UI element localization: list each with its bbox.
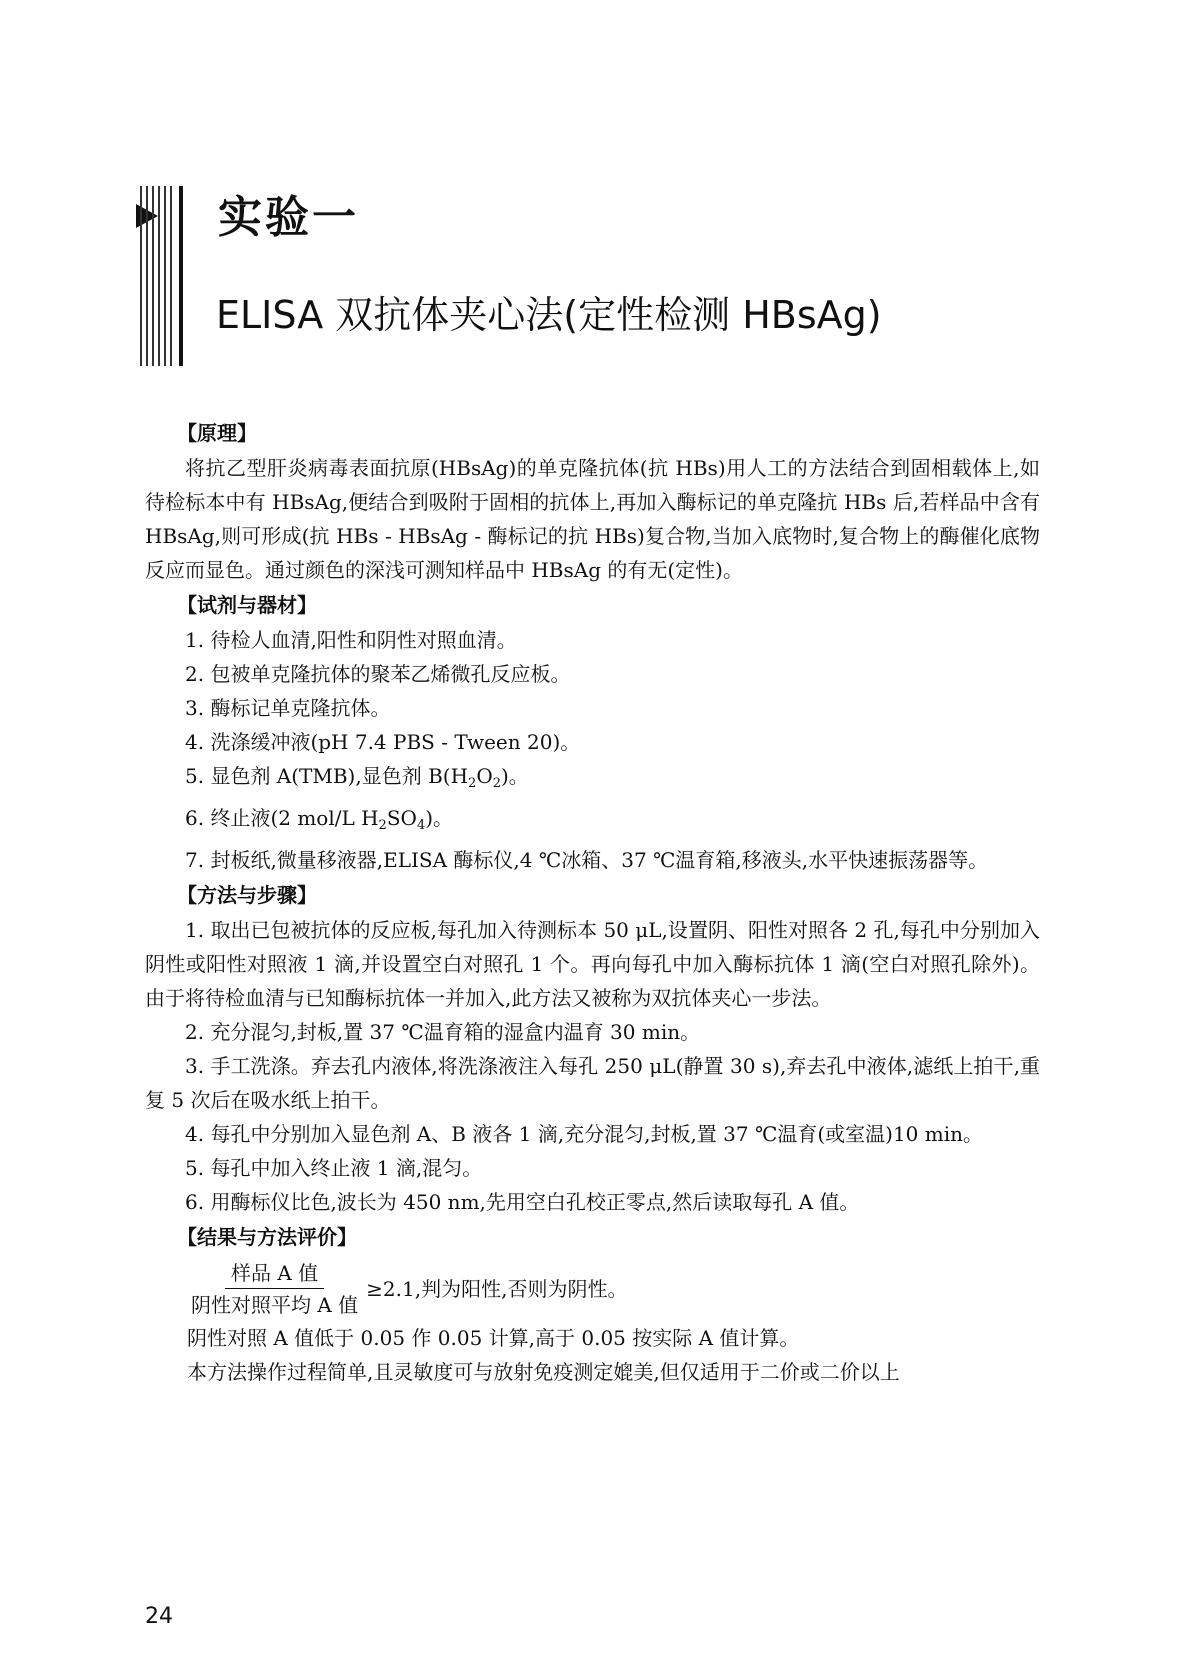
fraction-numerator: 样品 A 值 (225, 1258, 324, 1289)
reagent-item (145, 801, 1040, 843)
reagent-item: 2. 包被单克隆抗体的聚苯乙烯微孔反应板。 (185, 662, 571, 686)
reagent-item: 4. 洗涤缓冲液(pH 7.4 PBS - Tween 20)。 (185, 730, 581, 754)
reagent-item (145, 759, 1040, 801)
result-evaluation: 本方法操作过程简单,且灵敏度可与放射免疫测定媲美,但仅适用于二价或二价以上 (187, 1360, 900, 1384)
reagent-text: )。 (501, 764, 529, 788)
reagent-text: 6. 终止液(2 mol/L H (185, 806, 379, 830)
method-step: 3. 手工洗涤。弃去孔内液体,将洗涤液注入每孔 250 μL(静置 30 s),弃去孔中液体,滤纸上拍干,重复 5 次后在吸水纸上拍干。 (145, 1054, 1040, 1112)
page-content (145, 415, 1040, 1389)
reagent-item: 7. 封板纸,微量移液器,ELISA 酶标仪,4 ℃冰箱、37 ℃温育箱,移液头,水平快速振荡器等。 (185, 848, 989, 872)
chapter-subtitle: ELISA 双抗体夹心法(定性检测 HBsAg) (216, 293, 882, 337)
formula-criterion: ≥2.1,判为阳性,否则为阴性。 (366, 1277, 628, 1301)
reagent-item: 1. 待检人血清,阳性和阴性对照血清。 (185, 628, 517, 652)
section-heading-principle: 【原理】 (177, 421, 257, 445)
decor-thick-line (179, 186, 183, 366)
method-step: 6. 用酶标仪比色,波长为 450 nm,先用空白孔校正零点,然后读取每孔 A 值。 (185, 1190, 860, 1214)
chapter-header-decoration (136, 186, 184, 366)
chapter-title: 实验一 (218, 192, 359, 243)
decor-line (140, 186, 142, 366)
decor-line (152, 186, 154, 366)
decor-line (158, 186, 160, 366)
result-note: 阴性对照 A 值低于 0.05 作 0.05 计算,高于 0.05 按实际 A 值计算。 (187, 1326, 800, 1350)
method-step: 4. 每孔中分别加入显色剂 A、B 液各 1 滴,充分混匀,封板,置 37 ℃温育(或室温)10 min。 (185, 1122, 983, 1146)
reagent-item: 3. 酶标记单克隆抗体。 (185, 696, 391, 720)
reagent-text: )。 (425, 806, 454, 830)
section-heading-results: 【结果与方法评价】 (177, 1225, 357, 1249)
decor-line (170, 186, 172, 366)
decor-line (164, 186, 166, 366)
principle-paragraph: 将抗乙型肝炎病毒表面抗原(HBsAg)的单克隆抗体(抗 HBs)用人工的方法结合到固相载体上,如待检标本中有 HBsAg,便结合到吸附于固相的抗体上,再加入酶标记的单克隆抗 HBs 后,若样品中含有 HBsAg,则可形成(抗 HBs - HBsAg - 酶标记的抗 HBs)复合物,当加入底物时,复合物上的酶催化底物反应而显色。通过颜色的深浅可测知样品中 HBsAg 的有无(定性)。 (145, 456, 1040, 582)
subscript: 4 (416, 818, 426, 833)
method-step: 2. 充分混匀,封板,置 37 ℃温育箱的湿盒内温育 30 min。 (185, 1020, 701, 1044)
reagent-text: 5. 显色剂 A(TMB),显色剂 B(H (185, 764, 469, 788)
subscript: 2 (378, 818, 387, 833)
reagent-text: O (476, 764, 493, 788)
section-heading-reagents: 【试剂与器材】 (177, 593, 317, 617)
fraction (187, 1258, 362, 1321)
page-number: 24 (145, 1604, 173, 1629)
subscript: 2 (468, 776, 477, 791)
decor-line (146, 186, 148, 366)
method-step: 5. 每孔中加入终止液 1 滴,混匀。 (185, 1156, 483, 1180)
fraction-denominator: 阴性对照平均 A 值 (191, 1292, 359, 1317)
section-heading-methods: 【方法与步骤】 (177, 883, 317, 907)
result-formula (187, 1257, 1040, 1321)
subscript: 2 (492, 776, 501, 791)
reagent-text: SO (386, 806, 417, 830)
method-step: 1. 取出已包被抗体的反应板,每孔加入待测标本 50 μL,设置阴、阳性对照各 2 孔,每孔中分别加入阴性或阳性对照液 1 滴,并设置空白对照孔 1 个。再向每孔中加入酶标抗体 1 滴(空白对照孔除外)。由于将待检血清与已知酶标抗体一并加入,此方法又被称为双抗体夹心一步法。 (145, 918, 1040, 1010)
